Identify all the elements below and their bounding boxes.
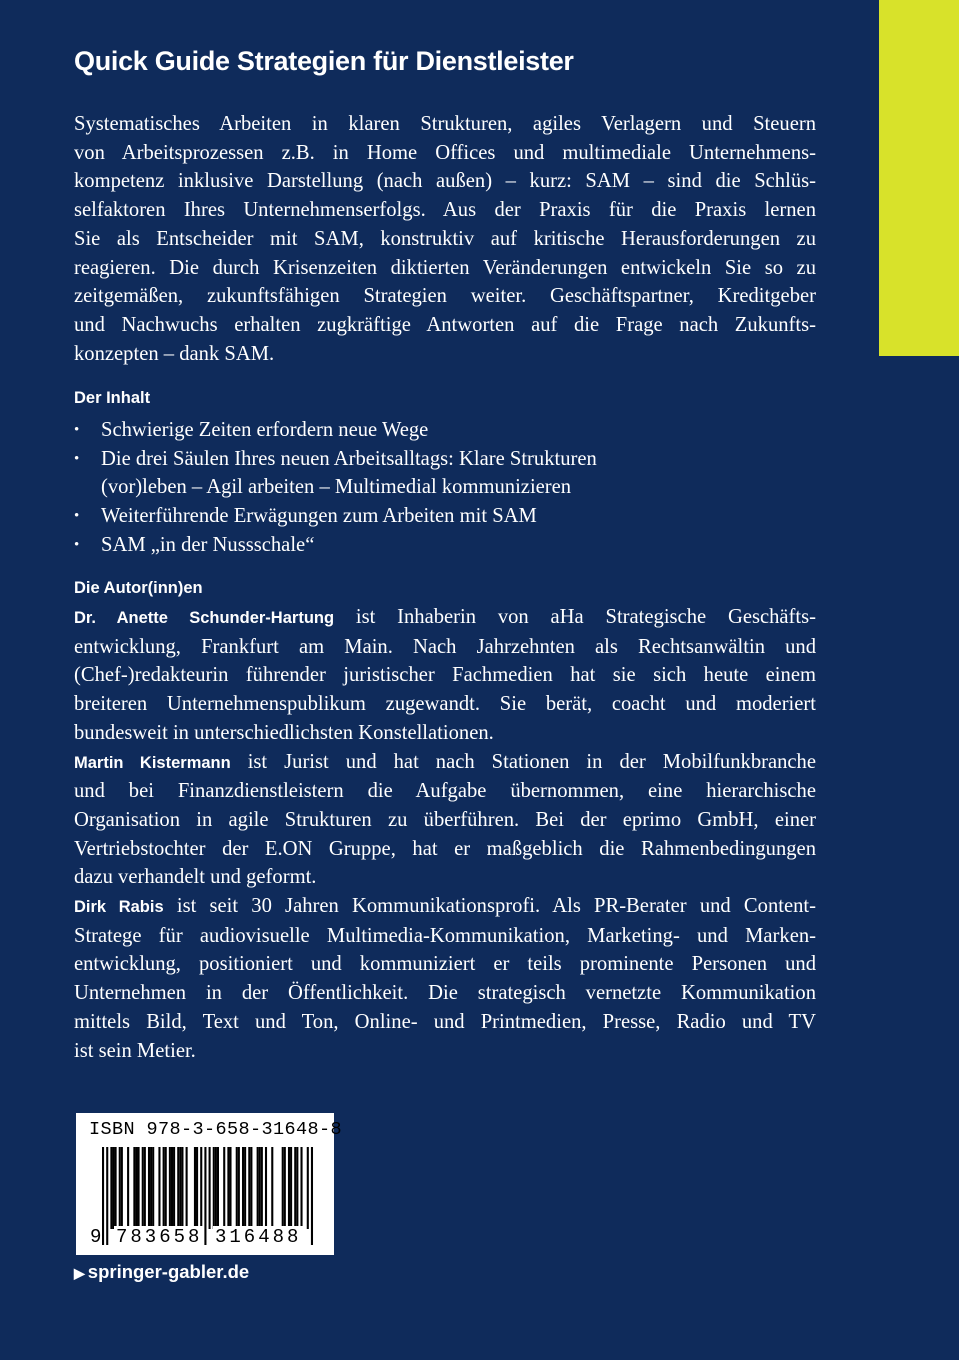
barcode-bar xyxy=(194,1147,196,1229)
author-bio xyxy=(74,603,816,748)
barcode-bar xyxy=(110,1147,112,1229)
barcode-bar xyxy=(169,1147,171,1229)
intro-line: Systematisches Arbeiten in klaren Strukturen, agiles Verlagern und Steuern xyxy=(74,113,816,135)
author-bio-text: ist Inhaberin von aHa Strategische Geschäfts- xyxy=(334,606,816,628)
barcode-bar xyxy=(177,1147,179,1229)
barcode-bar xyxy=(215,1147,217,1229)
barcode-bar xyxy=(236,1147,238,1229)
barcode-bar xyxy=(300,1147,302,1229)
author-bio-line: breiteren Unternehmenspublikum zugewandt. Sie berät, coacht und moderiert xyxy=(74,693,816,716)
barcode-bar xyxy=(238,1147,240,1229)
barcode-bar xyxy=(179,1147,181,1229)
barcode-bar xyxy=(290,1147,292,1229)
intro-line: Sie als Entscheider mit SAM, konstruktiv auf kritische Herausforderungen zu xyxy=(74,227,816,250)
barcode-bar xyxy=(163,1147,165,1229)
barcode-bar xyxy=(121,1147,123,1229)
barcode-bar xyxy=(307,1147,309,1229)
author-bio-line: entwicklung, positioniert und kommuniziert er teils prominente Personen und xyxy=(74,953,816,976)
play-arrow-icon: ▶ xyxy=(74,1265,85,1281)
author-name: Dirk Rabis xyxy=(74,898,164,917)
barcode-bar xyxy=(181,1147,183,1229)
barcode-bar xyxy=(127,1147,129,1229)
barcode-bar xyxy=(173,1147,175,1229)
author-name: Dr. Anette Schunder-Hartung xyxy=(74,609,335,627)
barcode-bar xyxy=(265,1147,267,1229)
contents-item xyxy=(74,445,597,502)
isbn-barcode xyxy=(76,1113,343,1255)
barcode-bar xyxy=(294,1147,296,1229)
barcode-bar xyxy=(144,1147,146,1229)
contents-heading: Der Inhalt xyxy=(74,389,151,407)
intro-line: von Arbeitsprozessen z.B. in Home Offices und multimediale Unternehmens- xyxy=(74,141,816,164)
barcode-bar xyxy=(138,1147,140,1229)
barcode-bar xyxy=(284,1147,286,1229)
barcode-bar xyxy=(148,1147,150,1229)
barcode-bar xyxy=(282,1147,284,1229)
barcode-bar xyxy=(227,1147,229,1229)
author-bio-line xyxy=(74,892,816,922)
author-bio-line: ist sein Metier. xyxy=(74,1039,196,1062)
contents-item xyxy=(74,531,597,560)
barcode-bar xyxy=(152,1147,154,1229)
author-bio xyxy=(74,892,816,1065)
barcode-bar xyxy=(150,1147,152,1229)
contents-item-line: • SAM „in der Nussschale“ xyxy=(101,533,315,556)
intro-line: reagieren. Die durch Krisenzeiten diktierten Veränderungen entwickeln Sie so zu xyxy=(74,256,816,279)
author-bio-line xyxy=(74,748,816,778)
ean-left-digits: 783658 xyxy=(116,1226,203,1248)
publisher-website[interactable] xyxy=(74,1261,249,1283)
author-bio-line: bundesweit in unterschiedlichsten Konstellationen. xyxy=(74,721,494,744)
barcode-bar xyxy=(296,1147,298,1229)
authors-heading: Die Autor(inn)en xyxy=(74,579,203,597)
barcode-bar xyxy=(229,1147,231,1229)
barcode-bar xyxy=(171,1147,173,1229)
barcode-bar xyxy=(257,1147,259,1229)
contents-item xyxy=(74,416,597,445)
barcode-bar xyxy=(259,1147,261,1229)
author-bio-text: ist seit 30 Jahren Kommunikationsprofi. Als PR-Berater und Content- xyxy=(163,895,816,918)
author-bio-line: mittels Bild, Text und Ton, Online- und Printmedien, Presse, Radio und TV xyxy=(74,1010,816,1033)
intro-paragraph xyxy=(74,110,816,368)
author-bio-line xyxy=(74,603,816,633)
author-bio-line: entwicklung, Frankfurt am Main. Nach Jahrzehnten als Rechtsanwältin und xyxy=(74,635,816,658)
barcode-bar xyxy=(158,1147,160,1229)
accent-color-bar xyxy=(879,0,959,356)
intro-line: selfaktoren Ihres Unternehmenserfolgs. Aus der Praxis für die Praxis lernen xyxy=(74,199,816,222)
barcode-bar xyxy=(271,1147,273,1229)
intro-line: zeitgemäßen, zukunftsfähigen Strategien weiter. Geschäftspartner, Kreditgeber xyxy=(74,285,816,308)
authors-section xyxy=(74,603,816,1065)
barcode-bar xyxy=(261,1147,263,1229)
barcode-bar xyxy=(248,1147,250,1229)
ean-right-digits: 316488 xyxy=(215,1226,302,1248)
contents-item-line: • Schwierige Zeiten erfordern neue Wege xyxy=(101,419,429,441)
barcode-bar xyxy=(115,1147,117,1229)
author-bio-line: Vertriebstochter der E.ON Gruppe, hat er maßgeblich die Rahmenbedingungen xyxy=(74,837,816,860)
barcode-bar xyxy=(288,1147,290,1229)
barcode-bar xyxy=(119,1147,121,1229)
barcode-bar xyxy=(112,1147,114,1229)
ean-first-digit: 9 xyxy=(90,1226,102,1248)
barcode-bar xyxy=(133,1147,135,1229)
intro-line: konzepten – dank SAM. xyxy=(74,342,275,365)
author-bio-line: Unternehmen in der Öffentlichkeit. Die strategisch vernetzte Kommunikation xyxy=(74,982,816,1005)
intro-line: und Nachwuchs erhalten zugkräftige Antworten auf die Frage nach Zukunfts- xyxy=(74,313,816,336)
barcode-bar xyxy=(242,1147,244,1229)
barcode-bar xyxy=(135,1147,137,1229)
barcode-bar xyxy=(196,1147,198,1229)
barcode-bar xyxy=(209,1147,211,1229)
author-bio xyxy=(74,748,816,893)
author-bio-line: und bei Finanzdienstleistern die Aufgabe übernommen, eine hierarchische xyxy=(74,780,816,803)
book-title: Quick Guide Strategien für Dienstleister xyxy=(74,46,574,76)
website-link-text: springer-gabler.de xyxy=(87,1261,250,1282)
contents-list xyxy=(74,416,597,560)
author-bio-line: (Chef-)redakteurin führender juristischer Fachmedien hat sie sich heute einem xyxy=(74,664,816,687)
barcode-bar xyxy=(223,1147,225,1229)
isbn-label: ISBN 978-3-658-31648-8 xyxy=(89,1119,343,1140)
barcode-bar xyxy=(250,1147,252,1229)
contents-item-line: (vor)leben – Agil arbeiten – Multimedial kommunizieren xyxy=(101,476,572,499)
contents-item-line: • Die drei Säulen Ihres neuen Arbeitsalltags: Klare Strukturen xyxy=(101,447,597,470)
author-bio-text: ist Jurist und hat nach Stationen in der Mobilfunkbranche xyxy=(230,750,816,773)
barcode-bar xyxy=(186,1147,188,1229)
author-bio-line: Stratege für audiovisuelle Multimedia-Kommunikation, Marketing- und Marken- xyxy=(74,924,816,947)
contents-item-line: • Weiterführende Erwägungen zum Arbeiten mit SAM xyxy=(101,505,537,528)
ean-digits xyxy=(88,1226,322,1250)
barcode-bar xyxy=(217,1147,219,1229)
barcode-bar xyxy=(142,1147,144,1229)
author-bio-line: Organisation in agile Strukturen zu überführen. Bei der eprimo GmbH, einer xyxy=(74,808,816,831)
barcode-bar xyxy=(213,1147,215,1229)
contents-item xyxy=(74,502,597,531)
author-bio-line: dazu verhandelt und geformt. xyxy=(74,866,317,889)
barcode-bar xyxy=(165,1147,167,1229)
barcode-bar xyxy=(244,1147,246,1229)
intro-line: kompetenz inklusive Darstellung (nach außen) – kurz: SAM – sind die Schlüs- xyxy=(74,170,816,193)
author-name: Martin Kistermann xyxy=(74,753,231,772)
